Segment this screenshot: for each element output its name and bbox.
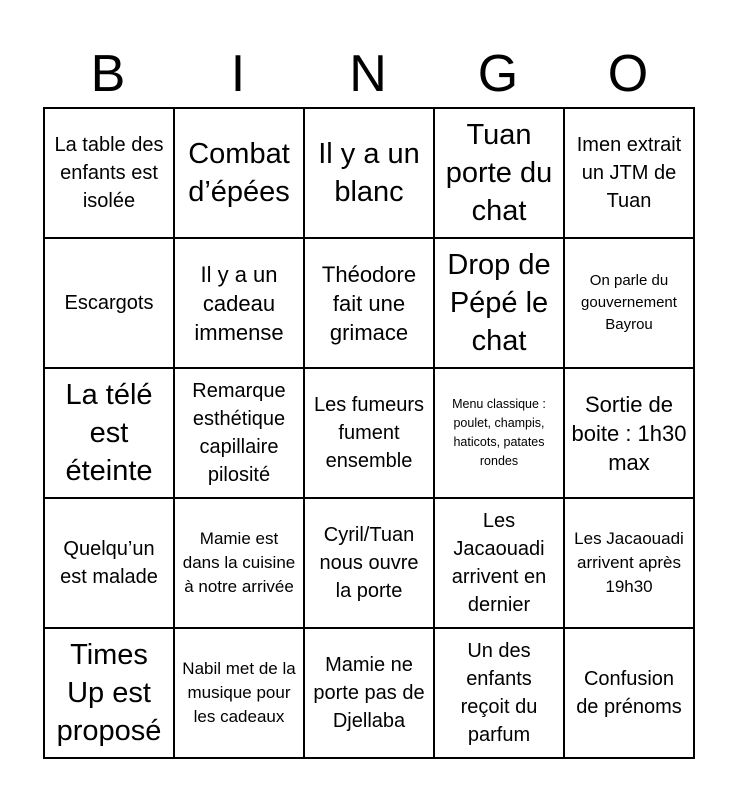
bingo-cell[interactable] bbox=[304, 368, 434, 498]
cell-text: Il y a un cadeau immense bbox=[194, 261, 284, 345]
bingo-cell[interactable] bbox=[44, 238, 174, 368]
bingo-row bbox=[44, 108, 694, 238]
bingo-cell[interactable] bbox=[434, 108, 564, 238]
bingo-cell[interactable] bbox=[44, 368, 174, 498]
bingo-cell[interactable] bbox=[434, 368, 564, 498]
bingo-cell[interactable] bbox=[434, 498, 564, 628]
bingo-cell[interactable] bbox=[564, 368, 694, 498]
bingo-cell[interactable] bbox=[44, 108, 174, 238]
cell-text: On parle du gouvernement Bayrou bbox=[581, 272, 677, 333]
bingo-cell[interactable] bbox=[44, 498, 174, 628]
cell-text: Remarque esthétique capillaire pilosité bbox=[192, 380, 286, 486]
bingo-header bbox=[43, 40, 693, 108]
header-letter-b: B bbox=[90, 45, 126, 103]
bingo-cell[interactable] bbox=[174, 368, 304, 498]
bingo-cell[interactable] bbox=[564, 238, 694, 368]
bingo-row bbox=[44, 628, 694, 758]
cell-text: Combat d’épées bbox=[188, 138, 290, 208]
cell-text: Les Jacaouadi arrivent après 19h30 bbox=[574, 529, 684, 596]
cell-text: Nabil met de la musique pour les cadeaux bbox=[182, 659, 296, 726]
bingo-cell[interactable] bbox=[304, 238, 434, 368]
cell-text: Les fumeurs fument ensemble bbox=[313, 394, 425, 472]
header-letter-g: G bbox=[477, 45, 519, 103]
bingo-cell[interactable] bbox=[304, 108, 434, 238]
cell-text: Mamie ne porte pas de Djellaba bbox=[313, 654, 425, 732]
bingo-cell[interactable] bbox=[174, 498, 304, 628]
bingo-cell[interactable] bbox=[564, 628, 694, 758]
bingo-cell[interactable] bbox=[174, 628, 304, 758]
bingo-cell[interactable] bbox=[564, 108, 694, 238]
cell-text: Mamie est dans la cuisine à notre arrivée bbox=[182, 529, 296, 596]
header-letter-i: I bbox=[230, 45, 246, 103]
bingo-cell[interactable] bbox=[174, 108, 304, 238]
cell-text: Imen extrait un JTM de Tuan bbox=[576, 134, 682, 212]
cell-text: Les Jacaouadi arrivent en dernier bbox=[451, 510, 547, 616]
cell-text: Il y a un blanc bbox=[318, 138, 420, 208]
bingo-cell[interactable] bbox=[434, 628, 564, 758]
cell-text: La table des enfants est isolée bbox=[54, 134, 164, 212]
cell-text: Cyril/Tuan nous ouvre la porte bbox=[319, 524, 419, 602]
bingo-cell[interactable] bbox=[44, 628, 174, 758]
bingo-cell[interactable] bbox=[174, 238, 304, 368]
bingo-row bbox=[44, 498, 694, 628]
cell-text: Un des enfants reçoit du parfum bbox=[460, 640, 538, 746]
bingo-row bbox=[44, 368, 694, 498]
cell-text: Tuan porte du chat bbox=[445, 119, 553, 227]
cell-text: Drop de Pépé le chat bbox=[447, 249, 551, 357]
cell-text: Menu classique : poulet, champis, haticots, patates rondes bbox=[452, 397, 546, 468]
header-letter-o: O bbox=[607, 45, 649, 103]
cell-text: Théodore fait une grimace bbox=[321, 261, 417, 345]
cell-text: Escargots bbox=[64, 292, 154, 314]
cell-text: La télé est éteinte bbox=[65, 379, 153, 487]
header-letter-n: N bbox=[349, 45, 387, 103]
bingo-cell[interactable] bbox=[564, 498, 694, 628]
bingo-cell[interactable] bbox=[304, 498, 434, 628]
cell-text: Times Up est proposé bbox=[56, 639, 162, 747]
cell-text: Quelqu’un est malade bbox=[60, 538, 158, 588]
bingo-cell[interactable] bbox=[434, 238, 564, 368]
bingo-grid bbox=[43, 107, 695, 759]
bingo-cell[interactable] bbox=[304, 628, 434, 758]
cell-text: Sortie de boite : 1h30 max bbox=[571, 391, 687, 475]
cell-text: Confusion de prénoms bbox=[576, 668, 682, 718]
bingo-row bbox=[44, 238, 694, 368]
